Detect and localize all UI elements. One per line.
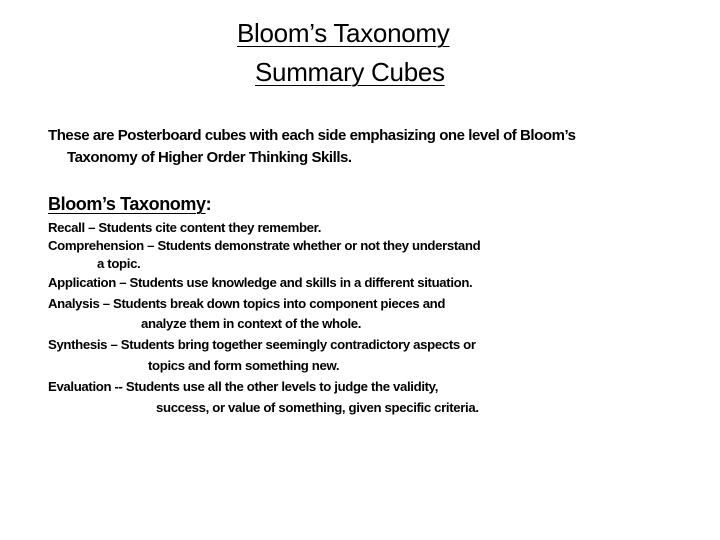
level-comprehension-cont: a topic.	[97, 256, 141, 271]
level-application: Application – Students use knowledge and skills in a different situation.	[48, 275, 473, 290]
section-heading-text: Bloom’s Taxonomy	[48, 194, 206, 214]
section-heading-colon: :	[205, 194, 212, 214]
level-analysis-cont: analyze them in context of the whole.	[141, 316, 362, 331]
section-heading	[48, 194, 211, 215]
level-analysis: Analysis – Students break down topics into component pieces and	[48, 296, 446, 311]
title-line-2: Summary Cubes	[255, 57, 445, 87]
level-evaluation: Evaluation -- Students use all the other levels to judge the validity,	[48, 379, 439, 394]
level-synthesis: Synthesis – Students bring together seemingly contradictory aspects or	[48, 337, 476, 352]
intro-line-2: Taxonomy of Higher Order Thinking Skills.	[67, 149, 352, 166]
level-comprehension: Comprehension – Students demonstrate whether or not they understand	[48, 238, 481, 253]
level-evaluation-cont: success, or value of something, given specific criteria.	[156, 400, 479, 415]
level-synthesis-cont: topics and form something new.	[148, 358, 340, 373]
level-recall: Recall – Students cite content they remember.	[48, 220, 322, 235]
title-line-1: Bloom’s Taxonomy	[237, 18, 450, 48]
intro-line-1: These are Posterboard cubes with each side emphasizing one level of Bloom’s	[48, 127, 576, 144]
